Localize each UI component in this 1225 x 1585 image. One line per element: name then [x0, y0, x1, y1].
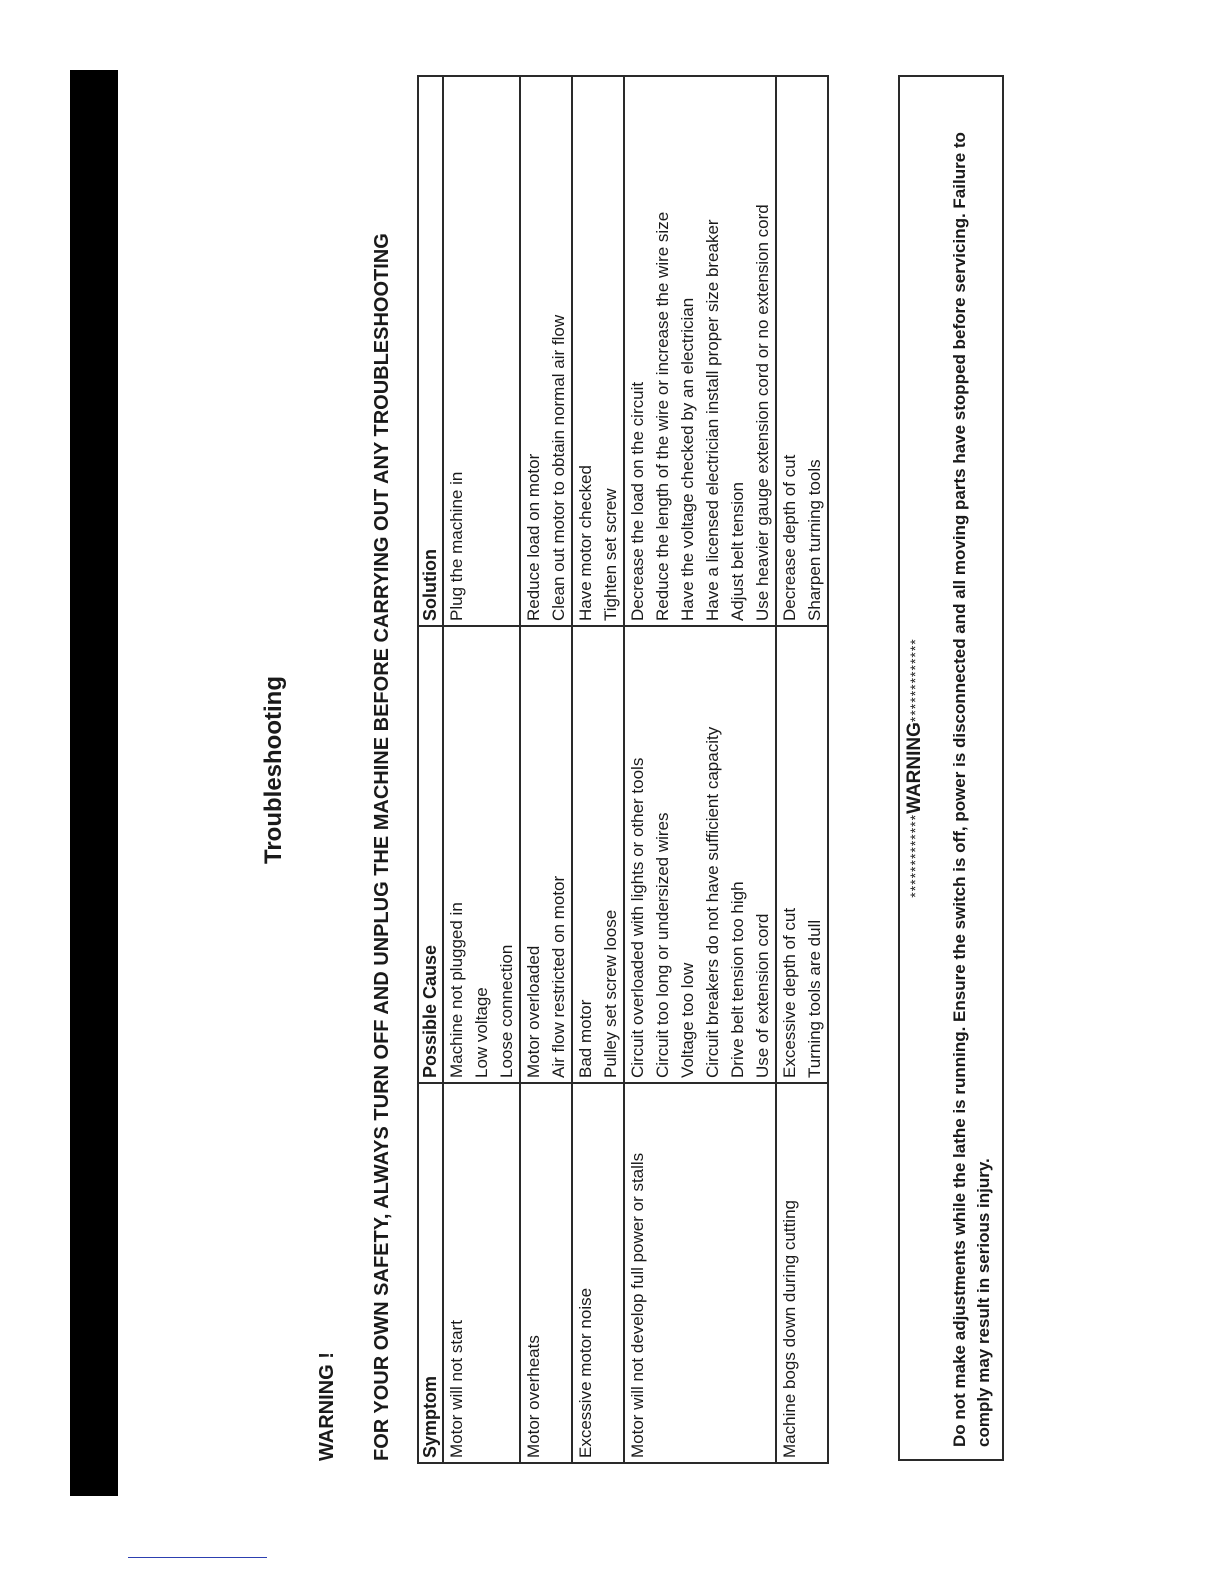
solution-cell: Have motor checked Tighten set screw — [572, 76, 624, 626]
warning-box-text: Do not make adjustments while the lathe is running. Ensure the switch is off, power is disconnected and all moving parts have stopped before servicing. Failure to comply may result in serious injury. — [950, 132, 993, 1447]
table-row — [776, 76, 828, 1463]
solution-cell: Decrease depth of cut Sharpen turning tools — [776, 76, 828, 626]
table-header-row — [418, 76, 443, 1463]
solution-cell: Plug the machine in — [443, 76, 520, 626]
rotated-page-content — [182, 65, 1012, 1475]
table-row — [572, 76, 624, 1463]
cause-cell: Motor overloaded Air flow restricted on motor — [520, 626, 572, 1083]
safety-notice: FOR YOUR OWN SAFETY, ALWAYS TURN OFF AND UNPLUG THE MACHINE BEFORE CARRYING OUT ANY TROUBLESHOOTING — [371, 233, 393, 1461]
column-header-symptom: Symptom — [418, 1083, 443, 1463]
column-header-possible-cause: Possible Cause — [418, 626, 443, 1083]
warning-box-heading: *************WARNING************* — [904, 638, 925, 898]
footer-rule — [128, 1557, 267, 1558]
symptom-cell: Motor will not start — [443, 1083, 520, 1463]
page-title: Troubleshooting — [260, 676, 287, 864]
symptom-cell: Motor will not develop full power or stalls — [624, 1083, 776, 1463]
cause-cell: Circuit overloaded with lights or other tools Circuit too long or undersized wires Voltage too low Circuit breakers do not have sufficient capacity Drive belt tension too high Use of extension cord — [624, 626, 776, 1083]
black-margin-bar — [70, 70, 118, 1496]
symptom-cell: Machine bogs down during cutting — [776, 1083, 828, 1463]
cause-cell: Bad motor Pulley set screw loose — [572, 626, 624, 1083]
solution-cell: Reduce load on motor Clean out motor to obtain normal air flow — [520, 76, 572, 626]
warning-box — [898, 75, 1004, 1461]
table-row — [443, 76, 520, 1463]
table-row — [624, 76, 776, 1463]
symptom-cell: Excessive motor noise — [572, 1083, 624, 1463]
solution-cell: Decrease the load on the circuit Reduce the length of the wire or increase the wire size Have the voltage checked by an electrician Have a licensed electrician install proper size breaker Adjust belt tension Use heavier gauge extension cord or no extension cord — [624, 76, 776, 626]
cause-cell: Machine not plugged in Low voltage Loose connection — [443, 626, 520, 1083]
symptom-cell: Motor overheats — [520, 1083, 572, 1463]
column-header-solution: Solution — [418, 76, 443, 626]
cause-cell: Excessive depth of cut Turning tools are dull — [776, 626, 828, 1083]
troubleshooting-table — [417, 75, 829, 1464]
table-row — [520, 76, 572, 1463]
warning-heading: WARNING ! — [316, 1352, 338, 1461]
